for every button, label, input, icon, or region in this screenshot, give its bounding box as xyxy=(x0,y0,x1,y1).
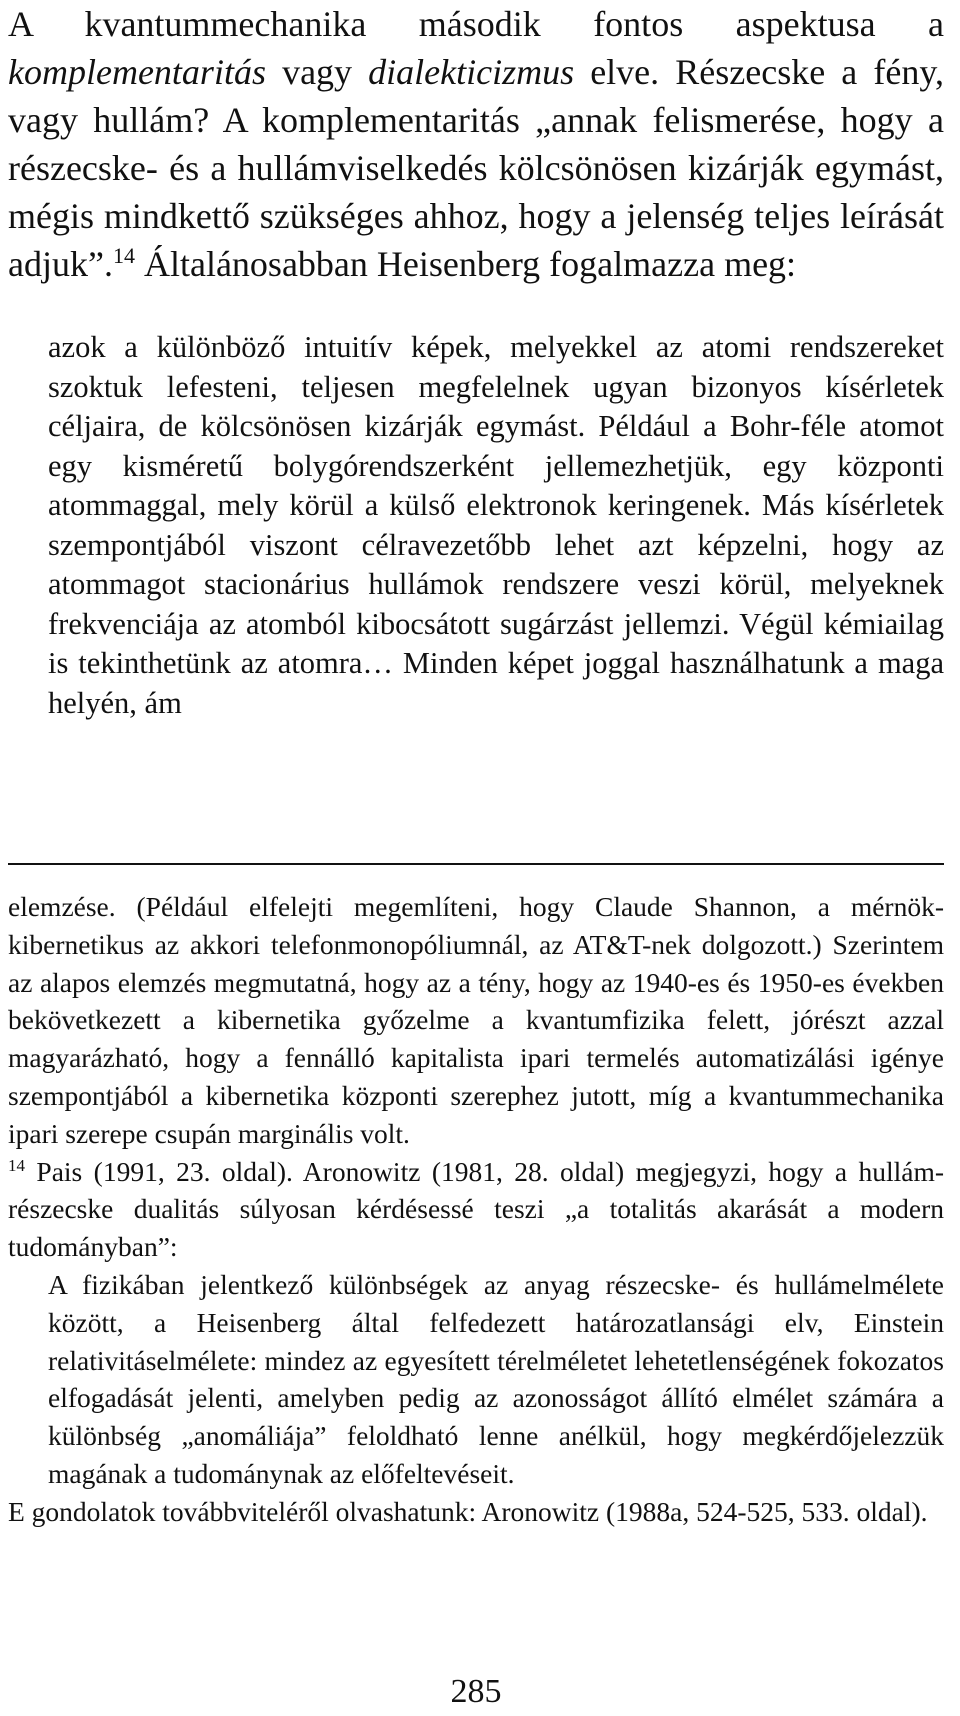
footnote-14 xyxy=(8,1153,944,1266)
book-page xyxy=(8,0,944,1716)
main-paragraph-text-b: vagy xyxy=(265,52,369,92)
footnote-separator-rule xyxy=(8,863,944,865)
page-number: 285 xyxy=(450,1673,502,1710)
main-paragraph xyxy=(8,0,944,288)
footnote-14-marker: 14 xyxy=(8,1155,25,1175)
footnote-reference-14: 14 xyxy=(112,243,135,268)
footnotes-section xyxy=(8,888,944,1531)
footnote-14-closing: E gondolatok továbbviteléről olvashatunk: Aronowitz (1988a, 524-525, 533. oldal). xyxy=(8,1495,928,1527)
main-paragraph-text-c: elve. Részecske a fény, vagy hullám? A komplementaritás „annak felismerése, hogy a részecske- és a hullámviselkedés kölcsönösen kizárják egymást, mégis mindkettő szükséges ahhoz, hogy a jelenség teljes leírását adjuk”. xyxy=(8,52,944,284)
footnote-14-quote: A fizikában jelentkező különbségek az anyag részecske- és hullámelmélete között, a Heisenberg által felfedezett határozatlansági elv, Einstein relativitáselmélete: mindez az egyesített térelméletet lehetetlenségének fokozatos elfogadását jelenti, amelyben pedig az azonosságot állító elmélet számára a különbség „anomáliája” feloldható lenne anélkül, hogy megkérdőjelezzük magának a tudománynak az előfeltevéseit. xyxy=(48,1268,944,1489)
main-paragraph-text-a: A kvantummechanika második fontos aspektusa a xyxy=(8,4,944,44)
term-dialekticizmus: dialekticizmus xyxy=(368,52,575,92)
main-paragraph-text-d: Általánosabban Heisenberg fogalmazza meg: xyxy=(134,244,797,284)
footnote-14-text: Pais (1991, 23. oldal). Aronowitz (1981, 28. oldal) megjegyzi, hogy a hullám-részecske dualitás súlyosan kérdésessé teszi „a totalitás akarását a modern tudományban”: xyxy=(8,1155,944,1263)
heisenberg-block-quote: azok a különböző intuitív képek, melyekkel az atomi rendszereket szoktuk lefesteni, teljesen megfelelnek ugyan bizonyos kísérletek céljaira, de kölcsönösen kizárják egymást. Például a Bohr-féle atomot egy kisméretű bolygórendszerként jellemezhetjük, egy központi atommaggal, mely körül a külső elektronok keringenek. Más kísérletek szempontjából viszont célravezetőbb lehet azt képzelni, hogy az atommagot stacionárius hullámok rendszere veszi körül, melyeknek frekvenciája az atomból kibocsátott sugárzást jellemzi. Végül kémiailag is tekinthetünk az atomra… Minden képet joggal használhatunk a maga helyén, ám xyxy=(48,330,944,720)
term-komplementaritas: komplementaritás xyxy=(8,52,266,92)
footnote-continuation: elemzése. (Például elfelejti megemlíteni, hogy Claude Shannon, a mérnök-kibernetikus az akkori telefonmonopóliumnál, az AT&T-nek dolgozott.) Szerintem az alapos elemzés megmutatná, hogy az a tény, hogy az 1940-es és 1950-es években bekövetkezett a kibernetika győzelme a kvantumfizika felett, jórészt azzal magyarázható, hogy a fennálló kapitalista ipari termelés automatizálási igénye szempontjából a kibernetika központi szerephez jutott, míg a kvantummechanika ipari szerepe csupán marginális volt. xyxy=(8,891,944,1149)
